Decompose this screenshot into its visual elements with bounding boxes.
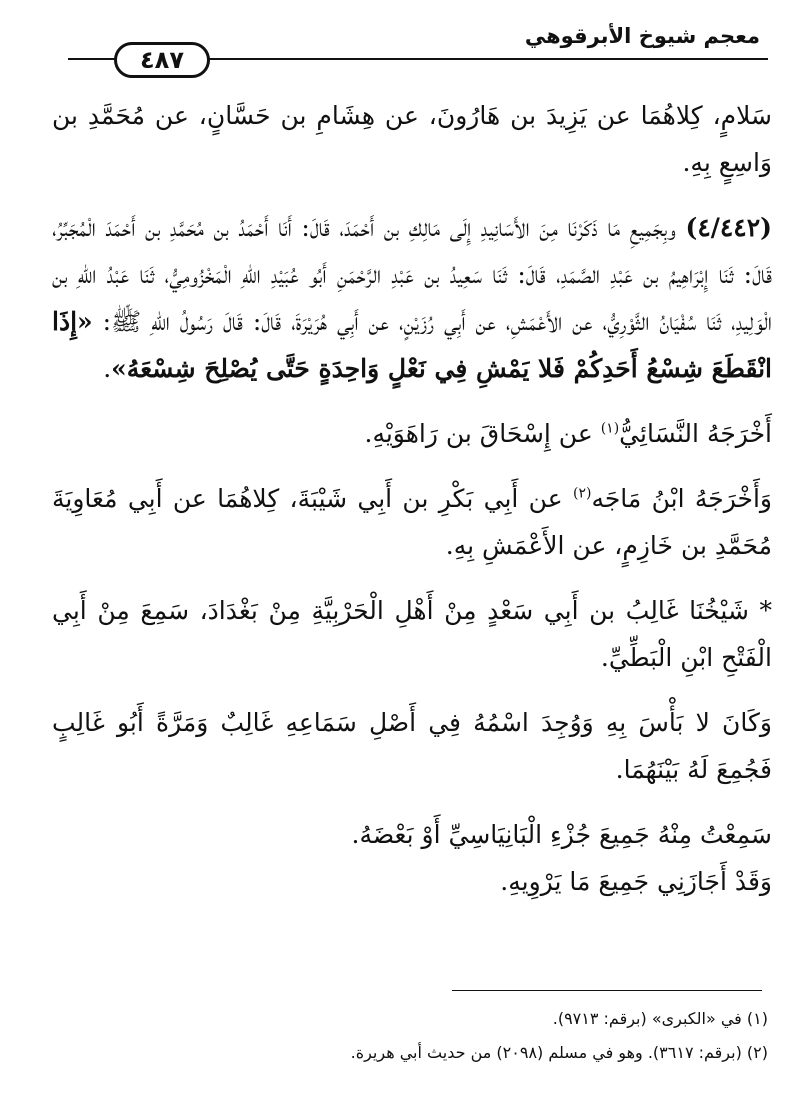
footnote: (٢) (برقم: ٣٦١٧). وهو في مسلم (٢٠٩٨) من حديث أبي هريرة. bbox=[350, 1043, 768, 1062]
main-text bbox=[52, 92, 772, 905]
hadith-number: (٤/٤٤٢) bbox=[685, 213, 772, 242]
paragraph: وَكَانَ لا بَأْسَ بِهِ وَوُجِدَ اسْمُهُ فِي أَصْلِ سَمَاعِهِ غَالِبٌ وَمَرَّةً أَبُو غَالِبٍ فَجُمِعَ لَهُ بَيْنَهُمَا. bbox=[52, 708, 772, 784]
footnote-ref[interactable]: (١) bbox=[600, 420, 620, 437]
footnotes bbox=[52, 1002, 768, 1070]
hadith-paragraph: (٤/٤٤٢) وبِجَمِيعِ مَا ذَكَرْنَا مِنَ الأَسَانِيدِ إِلَى مَالِكِ بن أَحْمَدَ، قَالَ: أَنَا أَحْمَدُ بن مُحَمَّدِ بن أَحْمَدَ الْمُجَبِّرُ، قَالَ: ثَنَا إِبْرَاهِيمُ بن عَبْدِ الصَّمَدِ، قَالَ: ثَنَا سَعِيدُ بن عَبْدِ الرَّحْمَنِ أَبُو عُبَيْدِ اللهِ الْمَخْزُومِيُّ، ثَنَا عَبْدُ اللهِ بن الْوَلِيدِ، ثَنَا سُفْيَانُ الثَّوْرِيُّ، عن الأَعْمَشِ، عن أَبِي رُزَيْنٍ، عن أَبِي هُرَيْرَةَ، قَالَ: قَالَ رَسُولُ اللهِ ﷺ: «إِذَا انْقَطَعَ شِسْعُ أَحَدِكُمْ فَلا يَمْشِ فِي نَعْلٍ وَاحِدَةٍ حَتَّى يُصْلِحَ شِسْعَهُ». bbox=[52, 213, 772, 383]
paragraph: وَأَخْرَجَهُ ابْنُ مَاجَه$^{(٢)}$ عن أَبِي بَكْرِ بن أَبِي شَيْبَةَ، كِلاهُمَا عن أَبِي مُعَاوِيَةَ مُحَمَّدِ بن خَازِمٍ، عن الأَعْمَشِ بِهِ. bbox=[52, 484, 773, 560]
page-number: ٤٨٧ bbox=[114, 42, 210, 78]
hadith-matn: «إِذَا انْقَطَعَ شِسْعُ أَحَدِكُمْ فَلا يَمْشِ فِي نَعْلٍ وَاحِدَةٍ حَتَّى يُصْلِحَ شِسْعَهُ» bbox=[52, 307, 772, 383]
paragraph: سَمِعْتُ مِنْهُ جَمِيعَ جُزْءِ الْبَانِيَاسِيِّ أَوْ بَعْضَهُ. bbox=[351, 820, 772, 849]
paragraph: وَقَدْ أَجَازَنِي جَمِيعَ مَا يَرْوِيهِ. bbox=[500, 867, 772, 896]
paragraph: أَخْرَجَهُ النَّسَائِيُّ$^{(١)}$ عن إِسْحَاقَ بن رَاهَوَيْهِ. bbox=[364, 419, 772, 448]
footnote-separator bbox=[452, 990, 762, 991]
paragraph: * شَيْخُنَا غَالِبُ بن أَبِي سَعْدٍ مِنْ أَهْلِ الْحَرْبِيَّةِ مِنْ بَغْدَادَ، سَمِعَ مِنْ أَبِي الْفَتْحِ ابْنِ الْبَطِّيِّ. bbox=[52, 596, 772, 672]
book-title: معجم شيوخ الأبرقوهي bbox=[524, 24, 760, 48]
isnad-text: وبِجَمِيعِ مَا ذَكَرْنَا مِنَ الأَسَانِيدِ إِلَى مَالِكِ بن أَحْمَدَ، قَالَ: أَنَا أَحْمَدُ بن مُحَمَّدِ بن أَحْمَدَ الْمُجَبِّرُ، قَالَ: ثَنَا إِبْرَاهِيمُ بن عَبْدِ الصَّمَدِ، قَالَ: ثَنَا سَعِيدُ بن عَبْدِ الرَّحْمَنِ أَبُو عُبَيْدِ اللهِ الْمَخْزُومِيُّ، ثَنَا عَبْدُ اللهِ بن الْوَلِيدِ، ثَنَا سُفْيَانُ الثَّوْرِيُّ، عن الأَعْمَشِ، عن أَبِي رُزَيْنٍ، عن أَبِي هُرَيْرَةَ، قَالَ: قَالَ رَسُولُ اللهِ ﷺ: bbox=[52, 213, 772, 336]
page-header bbox=[68, 14, 768, 84]
footnote-ref[interactable]: (٢) bbox=[572, 485, 592, 502]
footnote: (١) في «الكبرى» (برقم: ٩٧١٣). bbox=[552, 1009, 768, 1028]
paragraph: سَلامٍ، كِلاهُمَا عن يَزِيدَ بن هَارُونَ، عن هِشَامِ بن حَسَّانٍ، عن مُحَمَّدِ بن وَاسِعٍ بِهِ. bbox=[52, 101, 772, 177]
